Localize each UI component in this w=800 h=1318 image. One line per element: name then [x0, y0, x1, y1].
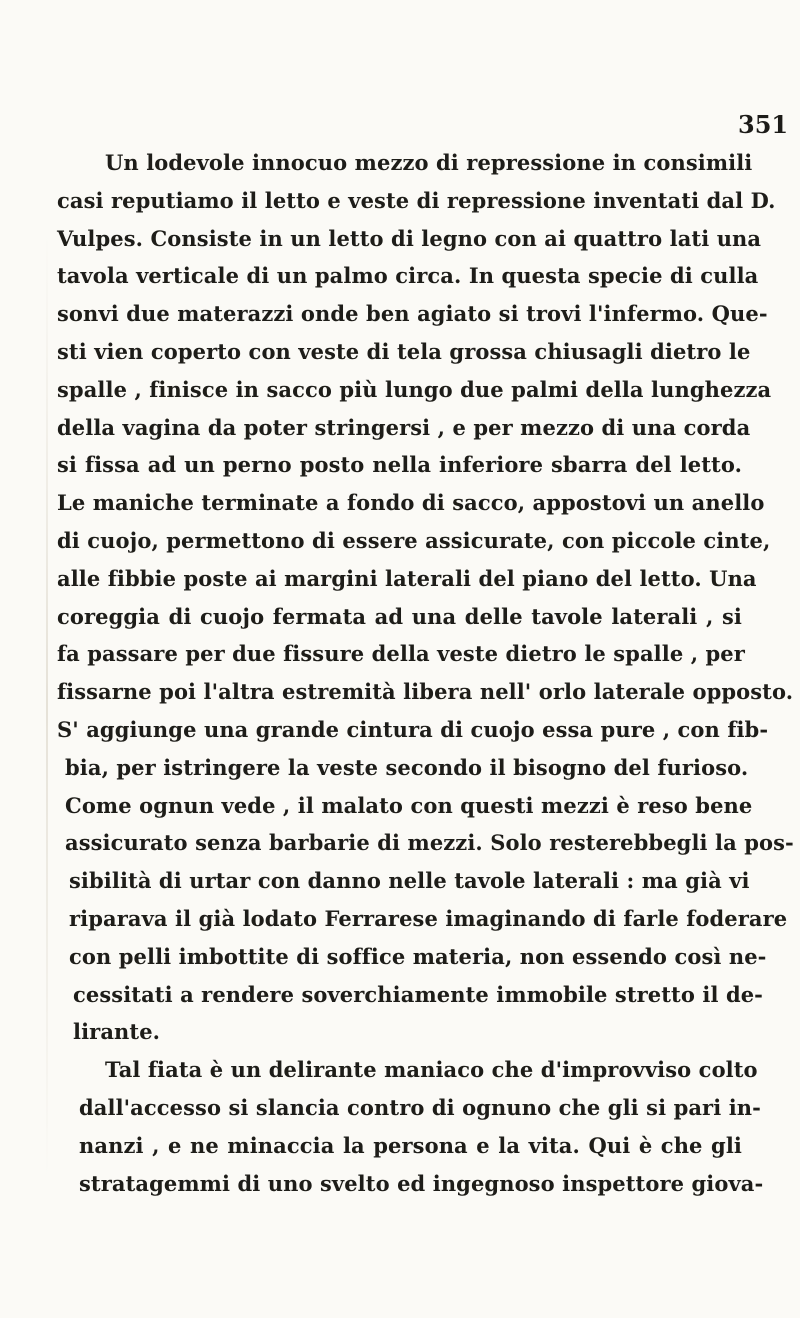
text-line: dall'accesso si slancia contro di ognuno che gli si pari in-	[79, 1094, 761, 1120]
text-line: sti vien coperto con veste di tela grossa chiusagli dietro le	[57, 338, 751, 364]
text-line: casi reputiamo il letto e veste di repressione inventati dal D.	[57, 187, 776, 213]
page-number: 351	[738, 110, 789, 139]
text-line: si fissa ad un perno posto nella inferiore sbarra del letto.	[57, 452, 742, 478]
text-line: assicurato senza barbarie di mezzi. Solo resterebbegli la pos-	[65, 830, 794, 856]
text-line: sonvi due materazzi onde ben agiato si trovi l'infermo. Que-	[57, 301, 768, 327]
text-line: coreggia di cuojo fermata ad una delle tavole laterali , si	[57, 603, 742, 629]
text-line: fissarne poi l'altra estremità libera nell' orlo laterale opposto.	[57, 679, 794, 705]
text-line: sibilità di urtar con danno nelle tavole laterali : ma già vi	[69, 868, 750, 894]
body-text	[57, 144, 794, 1202]
text-line: Come ognun vede , il malato con questi mezzi è reso bene	[65, 792, 753, 818]
text-line: cessitati a rendere soverchiamente immobile stretto il de-	[73, 981, 764, 1007]
text-line: stratagemmi di uno svelto ed ingegnoso inspettore giova-	[79, 1170, 764, 1196]
text-line: spalle , finisce in sacco più lungo due palmi della lunghezza	[57, 376, 772, 402]
text-line: di cuojo, permettono di essere assicurate, con piccole cinte,	[57, 527, 771, 553]
text-line: bia, per istringere la veste secondo il bisogno del furioso.	[65, 754, 749, 780]
text-line: S' aggiunge una grande cintura di cuojo essa pure , con fib-	[57, 716, 769, 742]
text-line: tavola verticale di un palmo circa. In questa specie di culla	[57, 263, 759, 289]
text-line: nanzi , e ne minaccia la persona e la vita. Qui è che gli	[79, 1132, 742, 1158]
text-line: della vagina da poter stringersi , e per mezzo di una corda	[57, 414, 751, 440]
text-line: riparava il già lodato Ferrarese imaginando di farle foderare	[69, 905, 788, 931]
text-line: lirante.	[73, 1019, 161, 1045]
text-line: Le maniche terminate a fondo di sacco, appostovi un anello	[57, 490, 765, 516]
text-line: Un lodevole innocuo mezzo di repressione in consimili	[105, 150, 753, 175]
page-gutter-shadow	[46, 230, 48, 1180]
text-line: Vulpes. Consiste in un letto di legno con ai quattro lati una	[57, 225, 762, 251]
text-line: Tal fiata è un delirante maniaco che d'improvviso colto	[105, 1057, 758, 1083]
text-line: con pelli imbottite di soffice materia, non essendo così ne-	[69, 943, 767, 969]
text-line: fa passare per due fissure della veste dietro le spalle , per	[57, 641, 745, 667]
text-line: alle fibbie poste ai margini laterali del piano del letto. Una	[57, 565, 757, 591]
